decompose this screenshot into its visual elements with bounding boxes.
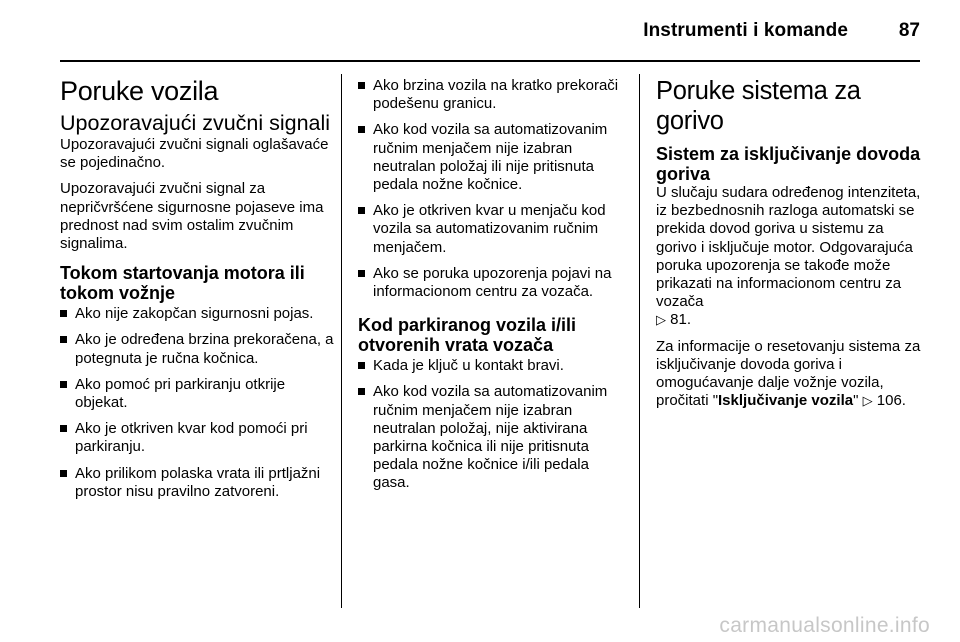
- list-item: Ako brzina vozila na kratko prekorači podešenu granicu.: [358, 77, 628, 113]
- bullet-icon: [358, 270, 365, 277]
- subtitle-zvucni-signali: Upozoravajući zvučni signali: [60, 111, 331, 135]
- list-item: Ako kod vozila sa automatizovanim ručnim menjačem nije izabran neutralan položaj ili nije pritisnuta pedala nožne kočnice.: [358, 121, 628, 194]
- list-item: Ako se poruka upozorenja pojavi na informacionom centru za vozača.: [358, 265, 628, 301]
- watermark: carmanualsonline.info: [719, 614, 930, 637]
- bullet-icon: [60, 425, 67, 432]
- page-reference-icon: ▷: [656, 312, 666, 328]
- page-reference-icon: ▷: [862, 393, 873, 409]
- paragraph-gorivo-1: U slučaju sudara određenog intenziteta, iz bezbednosnih razloga automatski se prekida dovod goriva u sistemu za gorivo i isključuje motor. Odgovarajuća poruka upozorenja se takođe može prikazati na informacionom centru za vozača ▷ 81.: [656, 184, 921, 329]
- list-item: Ako pomoć pri parkiranju otkrije objekat.: [60, 376, 336, 412]
- section-title-gorivo: Poruke sistema za gorivo: [656, 77, 861, 135]
- paragraph-gorivo-2: Za informacije o resetovanju sistema za isključivanje dovoda goriva i omogućavanje dalje vožnje vozila, pročitati "Isključivanje vozila" ▷ 106.: [656, 337, 921, 410]
- bullet-icon: [358, 388, 365, 395]
- list-item: Kada je ključ u kontakt bravi.: [358, 357, 628, 375]
- header-title: Instrumenti i komande: [643, 20, 848, 41]
- paragraph-1: Upozoravajući zvučni signali oglašavaće se pojedinačno.: [60, 136, 329, 172]
- page-number: 87: [898, 20, 920, 41]
- bullet-icon: [60, 310, 67, 317]
- bullet-icon: [358, 82, 365, 89]
- list-item: Ako je otkriven kvar u menjaču kod vozila sa automatizovanim ručnim menjačem.: [358, 202, 628, 257]
- page-reference[interactable]: 106.: [876, 392, 906, 410]
- bullet-icon: [358, 126, 365, 133]
- list-item: Ako nije zakopčan sigurnosni pojas.: [60, 305, 336, 323]
- bullet-icon: [358, 207, 365, 214]
- list-item: Ako kod vozila sa automatizovanim ručnim menjačem nije izabran neutralan položaj, nije aktivirana parkirna kočnica ili nije pritisnuta pedala nožne kočnice i/ili pedala gasa.: [358, 383, 628, 492]
- subtitle-iskljucivanje: Sistem za isključivanje dovoda goriva: [656, 144, 921, 184]
- list-item: Ako je otkriven kvar kod pomoći pri parkiranju.: [60, 420, 336, 456]
- header-rule: [60, 60, 920, 62]
- reference-iskljucivanje-vozila[interactable]: Isključivanje vozila: [718, 392, 854, 410]
- section-title-poruke-vozila: Poruke vozila: [60, 76, 219, 106]
- list-continued: [358, 77, 628, 301]
- column-divider-1: [341, 74, 342, 608]
- column-2: [358, 76, 628, 501]
- list-startovanje: [60, 305, 336, 501]
- heading-startovanje: Tokom startovanja motora ili tokom vožnje: [60, 263, 305, 304]
- bullet-icon: [60, 470, 67, 477]
- heading-parkirano-vozilo: Kod parkiranog vozila i/ili otvorenih vrata vozača: [358, 315, 577, 356]
- bullet-icon: [358, 362, 365, 369]
- list-item: Ako prilikom polaska vrata ili prtljažni prostor nisu pravilno zatvoreni.: [60, 465, 336, 501]
- column-1: [60, 76, 336, 509]
- list-item: Ako je određena brzina prekoračena, a potegnuta je ručna kočnica.: [60, 331, 336, 367]
- paragraph-2: Upozoravajući zvučni signal za nepričvršćene sigurnosne pojaseve ima prednost nad svim ostalim zvučnim signalima.: [60, 180, 324, 253]
- list-parkirano: [358, 357, 628, 492]
- page-reference[interactable]: 81.: [670, 311, 692, 329]
- bullet-icon: [60, 336, 67, 343]
- bullet-icon: [60, 381, 67, 388]
- column-3: [656, 76, 928, 418]
- column-divider-2: [639, 74, 640, 608]
